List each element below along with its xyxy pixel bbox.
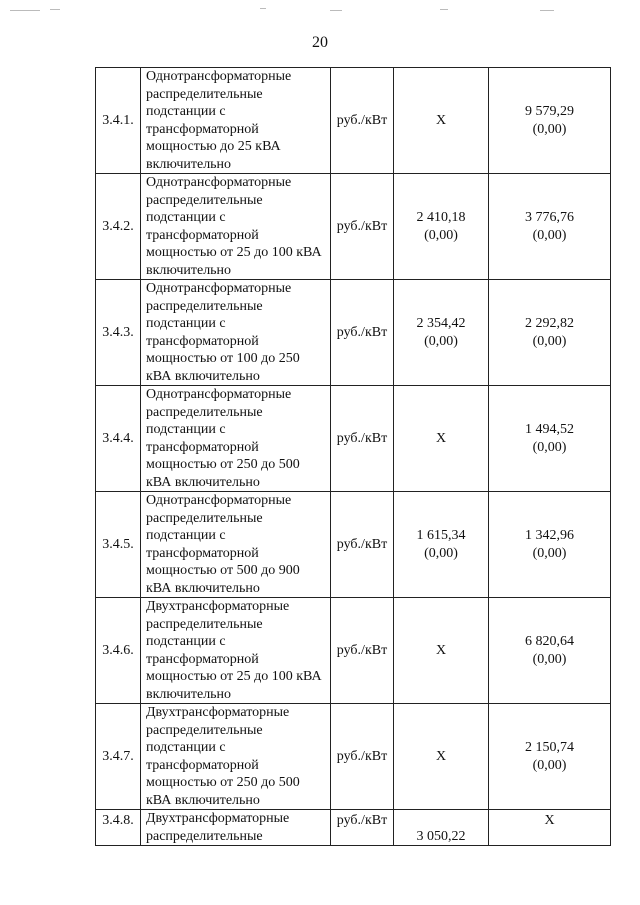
value-main: 1 615,34 (416, 528, 466, 543)
row-number: 3.4.2. (96, 174, 141, 280)
row-description: Однотрансформаторные распределительные подстанции с трансформаторной мощностью от 250 до 500 кВА включительно (141, 386, 331, 492)
row-value-2 (489, 386, 611, 492)
row-description: Однотрансформаторные распределительные подстанции с трансформаторной мощностью от 500 до 900 кВА включительно (141, 492, 331, 598)
value-main: Х (435, 748, 447, 764)
row-description: Однотрансформаторные распределительные подстанции с трансформаторной мощностью до 25 кВА включительно (141, 68, 331, 174)
value-sub: (0,00) (424, 545, 458, 561)
row-value-2 (489, 280, 611, 386)
row-unit: руб./кВт (331, 68, 394, 174)
value-sub: (0,00) (532, 545, 567, 561)
value-main: 1 342,96 (525, 528, 574, 543)
row-value-1 (394, 704, 489, 810)
value-main: Х (435, 430, 447, 446)
value-sub: (0,00) (532, 333, 567, 349)
value-main: 2 354,42 (416, 316, 466, 331)
value-sub: (0,00) (532, 757, 567, 773)
page-number: 20 (312, 34, 328, 51)
row-number: 3.4.1. (96, 68, 141, 174)
value-main: 2 292,82 (525, 316, 574, 331)
row-description: Однотрансформаторные распределительные подстанции с трансформаторной мощностью от 25 до 100 кВА включительно (141, 174, 331, 280)
value-sub: (0,00) (532, 651, 567, 667)
value-main: 6 820,64 (525, 634, 574, 649)
table-row (96, 810, 611, 846)
row-unit: руб./кВт (331, 810, 394, 846)
row-value-1 (394, 492, 489, 598)
row-description: Двухтрансформаторные распределительные подстанции с трансформаторной мощностью от 250 до 500 кВА включительно (141, 704, 331, 810)
table-row (96, 174, 611, 280)
table-row (96, 704, 611, 810)
row-number: 3.4.4. (96, 386, 141, 492)
row-description: Однотрансформаторные распределительные подстанции с трансформаторной мощностью от 100 до 250 кВА включительно (141, 280, 331, 386)
value-main: 1 494,52 (525, 422, 574, 437)
row-value-2 (489, 68, 611, 174)
row-value-1: 3 050,22 (394, 810, 489, 846)
value-main: 3 776,76 (525, 210, 574, 225)
row-unit: руб./кВт (331, 598, 394, 704)
row-value-1 (394, 174, 489, 280)
row-number: 3.4.8. (96, 810, 141, 846)
value-sub: (0,00) (532, 227, 567, 243)
scan-artifacts (0, 8, 640, 12)
table-row (96, 68, 611, 174)
value-sub: (0,00) (424, 333, 458, 349)
row-unit: руб./кВт (331, 492, 394, 598)
row-value-2: Х (489, 810, 611, 846)
value-sub: (0,00) (424, 227, 458, 243)
table-row (96, 598, 611, 704)
row-description: Двухтрансформаторные распределительные (141, 810, 331, 846)
value-main: 2 150,74 (525, 740, 574, 755)
row-unit: руб./кВт (331, 704, 394, 810)
table-row (96, 280, 611, 386)
value-main: 2 410,18 (416, 210, 466, 225)
table-row (96, 386, 611, 492)
value-main: Х (435, 642, 447, 658)
value-sub: (0,00) (532, 121, 567, 137)
row-number: 3.4.3. (96, 280, 141, 386)
row-value-2 (489, 492, 611, 598)
row-value-1 (394, 68, 489, 174)
row-unit: руб./кВт (331, 174, 394, 280)
row-number: 3.4.6. (96, 598, 141, 704)
row-unit: руб./кВт (331, 386, 394, 492)
row-value-2 (489, 598, 611, 704)
tariff-table (95, 67, 611, 846)
row-unit: руб./кВт (331, 280, 394, 386)
row-value-1 (394, 598, 489, 704)
value-sub: (0,00) (532, 439, 567, 455)
value-main: Х (435, 112, 447, 128)
value-main: 9 579,29 (525, 104, 574, 119)
row-description: Двухтрансформаторные распределительные подстанции с трансформаторной мощностью от 25 до 100 кВА включительно (141, 598, 331, 704)
row-number: 3.4.5. (96, 492, 141, 598)
row-value-2 (489, 704, 611, 810)
table-row (96, 492, 611, 598)
row-value-2 (489, 174, 611, 280)
row-value-1 (394, 386, 489, 492)
row-value-1 (394, 280, 489, 386)
row-number: 3.4.7. (96, 704, 141, 810)
